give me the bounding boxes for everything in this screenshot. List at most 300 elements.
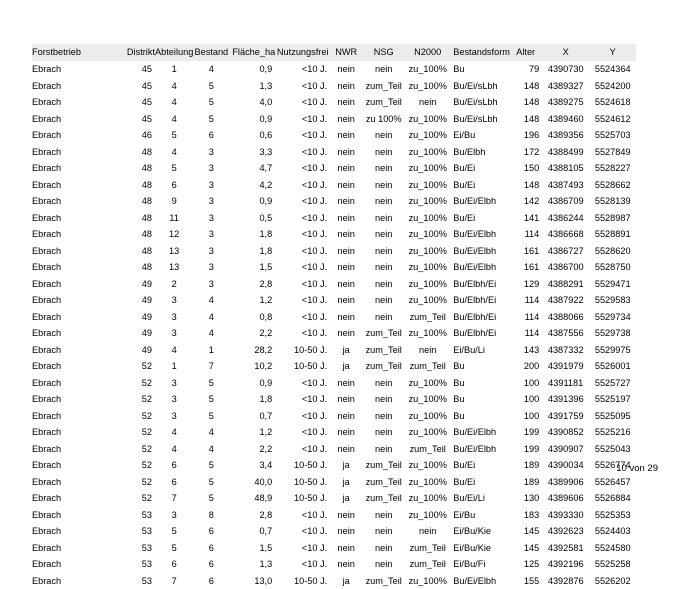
- cell-alter: 148: [513, 177, 542, 194]
- cell-alter: 199: [513, 441, 542, 458]
- cell-nutzungsfrei: <10 J.: [275, 61, 330, 78]
- cell-alter: 141: [513, 210, 542, 227]
- cell-n2000: nein: [405, 94, 450, 111]
- cell-flaeche-ha: 0,6: [229, 127, 275, 144]
- cell-n2000: zu_100%: [405, 61, 450, 78]
- cell-nutzungsfrei: <10 J.: [275, 144, 330, 161]
- cell-abteilung: 3: [155, 408, 193, 425]
- cell-nwr: nein: [330, 309, 362, 326]
- cell-distrikt: 48: [119, 210, 155, 227]
- cell-nsg: nein: [362, 210, 405, 227]
- cell-bestand: 3: [193, 276, 229, 293]
- cell-y: 5529734: [589, 309, 636, 326]
- cell-nsg: zum_Teil: [362, 94, 405, 111]
- cell-bestand: 5: [193, 375, 229, 392]
- cell-n2000: zu_100%: [405, 408, 450, 425]
- table-row: [32, 375, 636, 392]
- cell-nwr: nein: [330, 424, 362, 441]
- cell-alter: 114: [513, 325, 542, 342]
- column-header-y: Y: [589, 44, 636, 61]
- table-row: [32, 292, 636, 309]
- cell-flaeche-ha: 1,3: [229, 78, 275, 95]
- cell-nutzungsfrei: <10 J.: [275, 259, 330, 276]
- cell-y: 5527849: [589, 144, 636, 161]
- cell-flaeche-ha: 4,0: [229, 94, 275, 111]
- cell-forstbetrieb: Ebrach: [32, 342, 119, 359]
- table-row: [32, 408, 636, 425]
- cell-alter: 145: [513, 523, 542, 540]
- cell-forstbetrieb: Ebrach: [32, 523, 119, 540]
- cell-nwr: nein: [330, 507, 362, 524]
- column-header-forstbetrieb: Forstbetrieb: [32, 44, 119, 61]
- cell-flaeche-ha: 2,2: [229, 325, 275, 342]
- cell-abteilung: 3: [155, 507, 193, 524]
- cell-bestand: 5: [193, 94, 229, 111]
- cell-alter: 125: [513, 556, 542, 573]
- cell-nutzungsfrei: <10 J.: [275, 127, 330, 144]
- table-row: [32, 457, 636, 474]
- cell-bestand: 3: [193, 193, 229, 210]
- cell-alter: 148: [513, 94, 542, 111]
- cell-abteilung: 4: [155, 78, 193, 95]
- cell-nwr: ja: [330, 342, 362, 359]
- cell-flaeche-ha: 0,7: [229, 523, 275, 540]
- cell-x: 4388291: [542, 276, 589, 293]
- cell-nwr: ja: [330, 490, 362, 507]
- cell-distrikt: 52: [119, 441, 155, 458]
- cell-nutzungsfrei: 10-50 J.: [275, 474, 330, 491]
- cell-forstbetrieb: Ebrach: [32, 573, 119, 589]
- cell-n2000: zu_100%: [405, 325, 450, 342]
- cell-bestandsform: Bu/Ei: [450, 457, 513, 474]
- cell-y: 5528662: [589, 177, 636, 194]
- cell-forstbetrieb: Ebrach: [32, 276, 119, 293]
- cell-y: 5525258: [589, 556, 636, 573]
- cell-x: 4388499: [542, 144, 589, 161]
- cell-alter: 114: [513, 309, 542, 326]
- cell-forstbetrieb: Ebrach: [32, 94, 119, 111]
- table-body: [32, 61, 636, 589]
- cell-abteilung: 5: [155, 160, 193, 177]
- cell-nutzungsfrei: 10-50 J.: [275, 457, 330, 474]
- cell-forstbetrieb: Ebrach: [32, 111, 119, 128]
- cell-n2000: zum_Teil: [405, 358, 450, 375]
- cell-distrikt: 48: [119, 259, 155, 276]
- cell-x: 4391759: [542, 408, 589, 425]
- cell-forstbetrieb: Ebrach: [32, 193, 119, 210]
- cell-abteilung: 3: [155, 375, 193, 392]
- page-number: 10 von 29: [616, 463, 658, 474]
- cell-x: 4388066: [542, 309, 589, 326]
- column-header-nsg: NSG: [362, 44, 405, 61]
- cell-n2000: zu_100%: [405, 424, 450, 441]
- cell-nutzungsfrei: <10 J.: [275, 424, 330, 441]
- cell-abteilung: 1: [155, 61, 193, 78]
- table-row: [32, 474, 636, 491]
- cell-x: 4386709: [542, 193, 589, 210]
- cell-distrikt: 52: [119, 424, 155, 441]
- cell-bestandsform: Bu/Ei: [450, 177, 513, 194]
- cell-abteilung: 4: [155, 342, 193, 359]
- cell-distrikt: 48: [119, 160, 155, 177]
- cell-abteilung: 12: [155, 226, 193, 243]
- cell-distrikt: 49: [119, 309, 155, 326]
- cell-nutzungsfrei: <10 J.: [275, 78, 330, 95]
- cell-bestandsform: Bu/Ei/Elbh: [450, 441, 513, 458]
- cell-bestandsform: Ei/Bu: [450, 127, 513, 144]
- table-row: [32, 325, 636, 342]
- cell-bestand: 5: [193, 78, 229, 95]
- cell-n2000: zu_100%: [405, 160, 450, 177]
- cell-bestand: 4: [193, 292, 229, 309]
- cell-bestand: 4: [193, 61, 229, 78]
- cell-distrikt: 53: [119, 540, 155, 557]
- cell-distrikt: 53: [119, 523, 155, 540]
- cell-abteilung: 13: [155, 243, 193, 260]
- cell-nwr: nein: [330, 144, 362, 161]
- cell-bestandsform: Bu/Ei/Elbh: [450, 226, 513, 243]
- cell-n2000: zum_Teil: [405, 556, 450, 573]
- cell-bestandsform: Ei/Bu/Kie: [450, 523, 513, 540]
- table-row: [32, 160, 636, 177]
- cell-bestandsform: Bu/Ei/Elbh: [450, 424, 513, 441]
- cell-bestandsform: Bu/Ei/Elbh: [450, 573, 513, 589]
- cell-abteilung: 4: [155, 441, 193, 458]
- cell-y: 5525216: [589, 424, 636, 441]
- table-row: [32, 144, 636, 161]
- table-row: [32, 259, 636, 276]
- cell-forstbetrieb: Ebrach: [32, 358, 119, 375]
- cell-abteilung: 13: [155, 259, 193, 276]
- cell-flaeche-ha: 1,8: [229, 226, 275, 243]
- cell-nwr: nein: [330, 556, 362, 573]
- table-row: [32, 342, 636, 359]
- cell-nwr: nein: [330, 243, 362, 260]
- cell-distrikt: 49: [119, 276, 155, 293]
- cell-bestand: 8: [193, 507, 229, 524]
- cell-alter: 114: [513, 226, 542, 243]
- cell-forstbetrieb: Ebrach: [32, 391, 119, 408]
- cell-nwr: ja: [330, 358, 362, 375]
- cell-nutzungsfrei: 10-50 J.: [275, 573, 330, 589]
- cell-nwr: nein: [330, 276, 362, 293]
- table-row: [32, 309, 636, 326]
- cell-bestandsform: Bu/Ei/Li: [450, 490, 513, 507]
- cell-nsg: nein: [362, 292, 405, 309]
- cell-bestandsform: Ei/Bu: [450, 507, 513, 524]
- cell-n2000: zum_Teil: [405, 309, 450, 326]
- cell-distrikt: 53: [119, 507, 155, 524]
- cell-nsg: nein: [362, 177, 405, 194]
- cell-nsg: nein: [362, 61, 405, 78]
- cell-nutzungsfrei: <10 J.: [275, 210, 330, 227]
- cell-n2000: zum_Teil: [405, 441, 450, 458]
- cell-flaeche-ha: 10,2: [229, 358, 275, 375]
- column-header-distrikt: Distrikt: [119, 44, 155, 61]
- cell-nwr: nein: [330, 127, 362, 144]
- cell-abteilung: 5: [155, 540, 193, 557]
- cell-nsg: nein: [362, 309, 405, 326]
- cell-abteilung: 4: [155, 111, 193, 128]
- cell-bestand: 5: [193, 408, 229, 425]
- cell-bestandsform: Bu/Elbh/Ei: [450, 276, 513, 293]
- cell-distrikt: 53: [119, 556, 155, 573]
- cell-bestand: 7: [193, 358, 229, 375]
- cell-n2000: zu_100%: [405, 292, 450, 309]
- cell-abteilung: 2: [155, 276, 193, 293]
- cell-distrikt: 52: [119, 375, 155, 392]
- cell-x: 4386244: [542, 210, 589, 227]
- cell-bestandsform: Bu/Ei/Elbh: [450, 193, 513, 210]
- cell-distrikt: 52: [119, 490, 155, 507]
- cell-forstbetrieb: Ebrach: [32, 243, 119, 260]
- cell-nsg: nein: [362, 144, 405, 161]
- cell-distrikt: 45: [119, 78, 155, 95]
- cell-nutzungsfrei: <10 J.: [275, 160, 330, 177]
- cell-bestand: 6: [193, 573, 229, 589]
- column-header-flaeche-ha: Fläche_ha: [229, 44, 275, 61]
- cell-nutzungsfrei: <10 J.: [275, 111, 330, 128]
- cell-x: 4392581: [542, 540, 589, 557]
- cell-nsg: nein: [362, 226, 405, 243]
- cell-flaeche-ha: 2,2: [229, 441, 275, 458]
- cell-y: 5525353: [589, 507, 636, 524]
- cell-nsg: nein: [362, 507, 405, 524]
- cell-nwr: nein: [330, 408, 362, 425]
- cell-bestand: 5: [193, 490, 229, 507]
- cell-bestand: 3: [193, 160, 229, 177]
- cell-bestandsform: Bu/Ei/sLbh: [450, 94, 513, 111]
- cell-abteilung: 3: [155, 309, 193, 326]
- cell-distrikt: 45: [119, 111, 155, 128]
- cell-n2000: zu_100%: [405, 259, 450, 276]
- cell-alter: 129: [513, 276, 542, 293]
- column-header-x: X: [542, 44, 589, 61]
- cell-alter: 79: [513, 61, 542, 78]
- cell-x: 4387332: [542, 342, 589, 359]
- cell-x: 4386700: [542, 259, 589, 276]
- cell-nsg: zum_Teil: [362, 342, 405, 359]
- cell-abteilung: 6: [155, 177, 193, 194]
- cell-nutzungsfrei: <10 J.: [275, 523, 330, 540]
- cell-bestand: 3: [193, 144, 229, 161]
- cell-bestand: 6: [193, 540, 229, 557]
- cell-n2000: zu_100%: [405, 490, 450, 507]
- table-row: [32, 243, 636, 260]
- cell-bestand: 4: [193, 424, 229, 441]
- cell-n2000: nein: [405, 523, 450, 540]
- cell-bestand: 4: [193, 325, 229, 342]
- cell-alter: 200: [513, 358, 542, 375]
- cell-bestand: 5: [193, 391, 229, 408]
- column-header-nwr: NWR: [330, 44, 362, 61]
- table-row: [32, 276, 636, 293]
- cell-alter: 100: [513, 391, 542, 408]
- cell-alter: 114: [513, 292, 542, 309]
- cell-alter: 155: [513, 573, 542, 589]
- cell-forstbetrieb: Ebrach: [32, 226, 119, 243]
- cell-y: 5526457: [589, 474, 636, 491]
- cell-alter: 189: [513, 474, 542, 491]
- table-row: [32, 226, 636, 243]
- cell-forstbetrieb: Ebrach: [32, 408, 119, 425]
- cell-flaeche-ha: 28,2: [229, 342, 275, 359]
- forest-stand-table: [32, 44, 636, 589]
- cell-nutzungsfrei: <10 J.: [275, 441, 330, 458]
- cell-nwr: nein: [330, 391, 362, 408]
- cell-alter: 142: [513, 193, 542, 210]
- cell-bestandsform: Ei/Bu/Kie: [450, 540, 513, 557]
- cell-forstbetrieb: Ebrach: [32, 127, 119, 144]
- cell-nsg: zum_Teil: [362, 325, 405, 342]
- cell-forstbetrieb: Ebrach: [32, 259, 119, 276]
- cell-distrikt: 48: [119, 193, 155, 210]
- cell-forstbetrieb: Ebrach: [32, 540, 119, 557]
- cell-nsg: zum_Teil: [362, 457, 405, 474]
- cell-abteilung: 5: [155, 127, 193, 144]
- cell-n2000: zu_100%: [405, 276, 450, 293]
- table-row: [32, 78, 636, 95]
- cell-flaeche-ha: 4,7: [229, 160, 275, 177]
- cell-y: 5529471: [589, 276, 636, 293]
- cell-nwr: nein: [330, 193, 362, 210]
- cell-n2000: nein: [405, 342, 450, 359]
- cell-x: 4387493: [542, 177, 589, 194]
- cell-distrikt: 52: [119, 474, 155, 491]
- cell-x: 4392876: [542, 573, 589, 589]
- cell-nwr: nein: [330, 61, 362, 78]
- table-row: [32, 358, 636, 375]
- cell-nutzungsfrei: 10-50 J.: [275, 358, 330, 375]
- cell-n2000: zu_100%: [405, 243, 450, 260]
- cell-bestand: 4: [193, 309, 229, 326]
- cell-nwr: nein: [330, 292, 362, 309]
- cell-nutzungsfrei: 10-50 J.: [275, 342, 330, 359]
- cell-abteilung: 11: [155, 210, 193, 227]
- table-row: [32, 127, 636, 144]
- cell-nsg: nein: [362, 160, 405, 177]
- cell-y: 5526202: [589, 573, 636, 589]
- cell-x: 4386727: [542, 243, 589, 260]
- cell-bestandsform: Ei/Bu/Li: [450, 342, 513, 359]
- cell-forstbetrieb: Ebrach: [32, 507, 119, 524]
- cell-nwr: nein: [330, 325, 362, 342]
- cell-bestand: 5: [193, 457, 229, 474]
- table-row: [32, 540, 636, 557]
- cell-y: 5526774: [589, 457, 636, 474]
- cell-distrikt: 53: [119, 573, 155, 589]
- cell-bestandsform: Bu: [450, 408, 513, 425]
- cell-nwr: nein: [330, 210, 362, 227]
- cell-abteilung: 6: [155, 556, 193, 573]
- cell-bestandsform: Bu: [450, 61, 513, 78]
- cell-flaeche-ha: 3,4: [229, 457, 275, 474]
- column-header-nutzungsfrei: Nutzungsfrei: [275, 44, 330, 61]
- cell-distrikt: 52: [119, 391, 155, 408]
- cell-flaeche-ha: 0,5: [229, 210, 275, 227]
- cell-flaeche-ha: 0,9: [229, 193, 275, 210]
- cell-flaeche-ha: 13,0: [229, 573, 275, 589]
- cell-abteilung: 6: [155, 457, 193, 474]
- cell-x: 4389356: [542, 127, 589, 144]
- cell-x: 4388105: [542, 160, 589, 177]
- cell-distrikt: 48: [119, 243, 155, 260]
- cell-nsg: zum_Teil: [362, 573, 405, 589]
- cell-y: 5525703: [589, 127, 636, 144]
- cell-nutzungsfrei: <10 J.: [275, 556, 330, 573]
- cell-n2000: zum_Teil: [405, 540, 450, 557]
- cell-alter: 148: [513, 111, 542, 128]
- cell-nwr: nein: [330, 177, 362, 194]
- cell-abteilung: 3: [155, 292, 193, 309]
- cell-bestand: 5: [193, 111, 229, 128]
- cell-abteilung: 4: [155, 94, 193, 111]
- cell-bestand: 1: [193, 342, 229, 359]
- cell-nutzungsfrei: <10 J.: [275, 540, 330, 557]
- cell-flaeche-ha: 0,9: [229, 111, 275, 128]
- cell-x: 4391396: [542, 391, 589, 408]
- cell-abteilung: 3: [155, 325, 193, 342]
- cell-abteilung: 4: [155, 144, 193, 161]
- cell-nwr: ja: [330, 457, 362, 474]
- cell-nutzungsfrei: <10 J.: [275, 375, 330, 392]
- cell-nwr: ja: [330, 573, 362, 589]
- cell-nsg: nein: [362, 276, 405, 293]
- cell-bestandsform: Bu/Elbh/Ei: [450, 325, 513, 342]
- cell-flaeche-ha: 1,5: [229, 540, 275, 557]
- cell-flaeche-ha: 1,3: [229, 556, 275, 573]
- table-header-row: [32, 44, 636, 61]
- cell-alter: 130: [513, 490, 542, 507]
- cell-y: 5528750: [589, 259, 636, 276]
- table-row: [32, 441, 636, 458]
- cell-nsg: nein: [362, 391, 405, 408]
- cell-flaeche-ha: 0,7: [229, 408, 275, 425]
- cell-nutzungsfrei: <10 J.: [275, 507, 330, 524]
- cell-n2000: zu_100%: [405, 474, 450, 491]
- table-row: [32, 61, 636, 78]
- cell-y: 5524364: [589, 61, 636, 78]
- cell-n2000: zu_100%: [405, 573, 450, 589]
- cell-abteilung: 7: [155, 490, 193, 507]
- cell-n2000: zu_100%: [405, 210, 450, 227]
- cell-nutzungsfrei: <10 J.: [275, 226, 330, 243]
- cell-alter: 172: [513, 144, 542, 161]
- table-row: [32, 94, 636, 111]
- cell-distrikt: 45: [119, 61, 155, 78]
- cell-alter: 199: [513, 424, 542, 441]
- cell-n2000: zu_100%: [405, 457, 450, 474]
- cell-y: 5528227: [589, 160, 636, 177]
- cell-bestandsform: Bu/Ei: [450, 210, 513, 227]
- cell-bestand: 6: [193, 127, 229, 144]
- cell-nwr: nein: [330, 111, 362, 128]
- cell-bestand: 3: [193, 177, 229, 194]
- cell-nsg: zum_Teil: [362, 474, 405, 491]
- cell-x: 4393330: [542, 507, 589, 524]
- cell-n2000: zu_100%: [405, 507, 450, 524]
- cell-distrikt: 45: [119, 94, 155, 111]
- cell-distrikt: 52: [119, 358, 155, 375]
- cell-x: 4391181: [542, 375, 589, 392]
- cell-x: 4386668: [542, 226, 589, 243]
- cell-bestandsform: Bu/Elbh/Ei: [450, 292, 513, 309]
- cell-y: 5524580: [589, 540, 636, 557]
- cell-nutzungsfrei: <10 J.: [275, 391, 330, 408]
- table-row: [32, 556, 636, 573]
- cell-bestandsform: Bu/Ei/Elbh: [450, 259, 513, 276]
- cell-nsg: nein: [362, 243, 405, 260]
